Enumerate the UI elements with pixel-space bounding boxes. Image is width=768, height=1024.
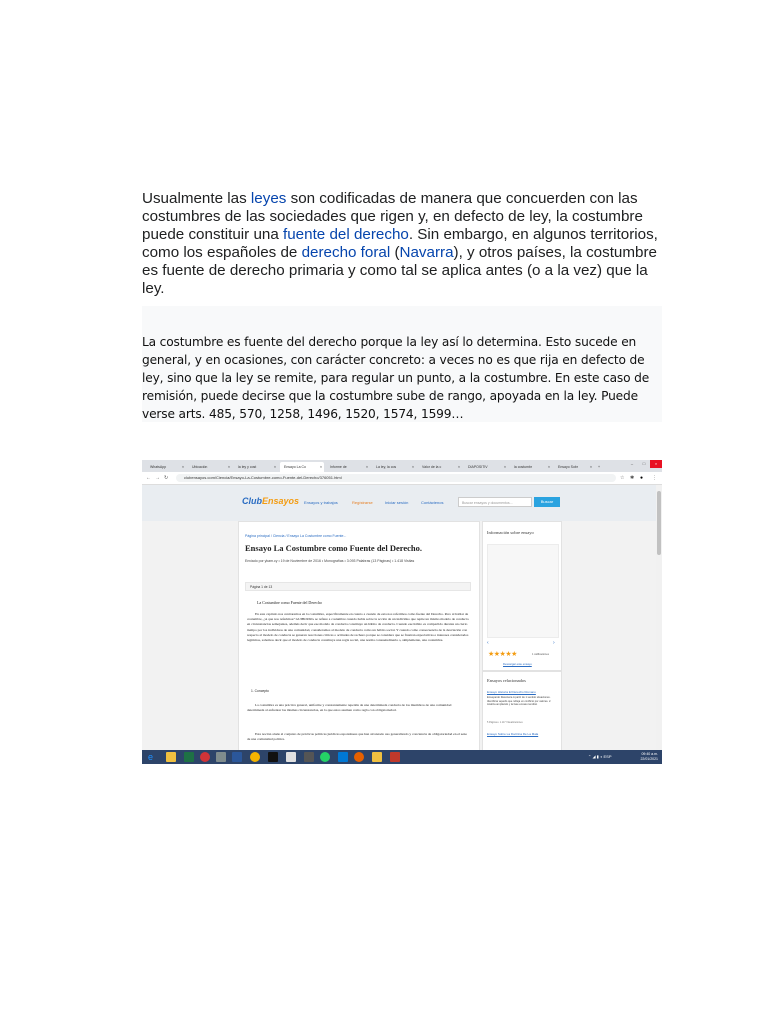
next-arrow-icon[interactable]: › bbox=[553, 640, 555, 646]
menu-contactenos[interactable]: Contáctenos bbox=[421, 500, 444, 505]
quote-text: La costumbre es fuente del derecho porque la ley así lo determina. Esto sucede en general, y en ocasiones, con carácter concreto: a veces no es que rija en defecto de ley, sino que la ley se remite, para regular un punto, a la costumbre. En este caso de remisión, puede decirse que la costumbre sube de rango, apoyada en la ley. Puede verse arts. 485, 570, 1258, 1496, 1520, 1574, 1599… bbox=[142, 335, 650, 421]
whatsapp-icon[interactable] bbox=[320, 752, 330, 762]
clock[interactable] bbox=[634, 752, 658, 762]
related-essays-box bbox=[482, 671, 562, 753]
edge-icon[interactable]: e bbox=[148, 752, 154, 762]
forward-arrow-icon[interactable]: → bbox=[155, 475, 160, 481]
browser-tab[interactable]: la ley y cost × bbox=[238, 465, 276, 469]
document-subtitle: La Costumbre como Fuente del Derecho bbox=[257, 600, 322, 605]
site-search-button[interactable]: Buscar bbox=[534, 497, 560, 507]
profile-icon[interactable]: ● bbox=[640, 475, 644, 481]
article-panel bbox=[238, 521, 480, 753]
preview-placeholder bbox=[487, 544, 559, 638]
chrome-icon[interactable] bbox=[250, 752, 260, 762]
related-title: Ensayos relacionados bbox=[487, 678, 526, 683]
related-link[interactable]: Ensayo Sobre La Doctrina De La Mala bbox=[487, 732, 539, 736]
windows-taskbar bbox=[142, 750, 662, 764]
scrollbar-thumb[interactable] bbox=[657, 491, 661, 555]
browser-tab[interactable]: DIAPOSITIV × bbox=[468, 465, 506, 469]
firefox-icon[interactable] bbox=[354, 752, 364, 762]
browser-tab-bar bbox=[142, 460, 662, 472]
quote-block bbox=[142, 306, 662, 422]
maximize-button[interactable]: □ bbox=[642, 461, 646, 466]
site-logo[interactable]: ClubEnsayos bbox=[242, 496, 300, 506]
menu-ensayos[interactable]: Ensayos y trabajos bbox=[304, 500, 338, 505]
text-run: son codificadas de manera que concuerden con las costumbres de las sociedades que rigen y, en defecto de ley, la costumbre puede constituir una bbox=[142, 190, 643, 243]
url-field[interactable]: clubensayos.com/Ciencia/Ensayo-La-Costumbre-como-Fuente-del-Derecho/376051.html bbox=[176, 474, 616, 482]
essay-info-box bbox=[482, 521, 562, 671]
media-icon[interactable] bbox=[268, 752, 278, 762]
star-icon[interactable]: ☆ bbox=[620, 475, 625, 481]
system-tray[interactable]: ⌃ ◢ ▮ ◖ ESP bbox=[588, 754, 612, 759]
document-heading: 1. Concepto bbox=[251, 689, 269, 693]
browser-tab-active[interactable]: Ensayo La Co × bbox=[280, 462, 324, 472]
file-explorer-icon[interactable] bbox=[166, 752, 176, 762]
clock-time: 09:40 a.m. bbox=[641, 752, 658, 756]
language-indicator[interactable]: ESP bbox=[603, 754, 612, 759]
rating-label: 1 calificaciones bbox=[532, 653, 549, 656]
article-meta: Enviado por ykam.cy • 19 de Noviembre de 2016 • Monografías • 3.093 Palabras (13 Páginas) • 1.418 Visitas bbox=[245, 559, 415, 563]
text-run: Usualmente las bbox=[142, 190, 251, 207]
text-run: ( bbox=[390, 244, 400, 261]
related-meta: 5 Páginas • 1.117 Visualizaciones bbox=[487, 721, 523, 724]
prev-arrow-icon[interactable]: ‹ bbox=[487, 640, 489, 646]
app-icon[interactable] bbox=[304, 752, 314, 762]
browser-tab[interactable]: WhatsApp × bbox=[150, 465, 184, 469]
document-paragraph: En este capítulo nos centraremos en la costumbre, específicamente en cuanto a cuando de esta nos referimos como fuente del Derecho. Pero al hablar de costumbre, ¿A que nos referimos? GUIBOURG se refiere a costumbre cuando habla sobre la acción de un individuo que repite un mismo modelo de conducta en circunstancias semejantes, además decir que ese modelo de conducta constituye un hábito de conducta. Cuando ese hábito es compartido durante un cierto tiempo por los individuos de una comunidad, consideramos al modelo de conducta como un hábito social. Y cuando como consecuencia de la desviación con respecto al modelo de conducta se generan reacciones críticas o actitudes de rechazo porque se considera que se frustran expectativas e intereses considerados legítimos, sabemos decir que el modelo de conducta constituye una regla social, una norma consuetudinaria o, simplemente, una costumbre. bbox=[247, 612, 469, 643]
scrollbar[interactable] bbox=[656, 485, 662, 750]
site-header bbox=[142, 485, 656, 521]
menu-registrarse[interactable]: Regístrarse bbox=[352, 500, 373, 505]
powerpoint-icon[interactable] bbox=[390, 752, 400, 762]
page-indicator: Página 1 de 13 bbox=[245, 582, 471, 591]
document-paragraph: La costumbre es una práctica general, uniforme y constantemente repetida de una determinada conducta de los miembros de una comunidad determinada al enfrentar las mismas circunstancias, en la que estos asumen como regla con obligatoriedad. bbox=[247, 703, 452, 713]
text-run: ), y otros países, la costumbre es fuente de derecho primaria y como tal se aplica antes (o a la vez) que la ley. bbox=[142, 244, 657, 297]
text-run: . Sin embargo, en algunos territorios, como los españoles de bbox=[142, 226, 658, 261]
rating-stars-icon: ★★★★★ bbox=[488, 651, 517, 658]
intro-paragraph bbox=[142, 190, 662, 298]
close-window-button[interactable]: × bbox=[650, 460, 662, 468]
browser-tab[interactable]: Ensayo Sobr × bbox=[558, 465, 592, 469]
browser-tab[interactable]: Ubicación × bbox=[192, 465, 230, 469]
menu-iniciar-sesion[interactable]: Iniciar sesión bbox=[385, 500, 409, 505]
site-search-input[interactable]: Buscar ensayos y documentos... bbox=[458, 497, 532, 507]
minimize-button[interactable]: – bbox=[630, 461, 634, 466]
link-navarra[interactable]: Navarra bbox=[399, 244, 454, 261]
sidebar bbox=[482, 521, 562, 751]
document-paragraph: Esta noción alude al conjunto de prácticas políticas jurídicas espontáneas que han alcanzado uso generalizado y conciencia de obligatoriedad en el seno de una comunidad política. bbox=[247, 732, 468, 742]
sidebar-title: Información sobre ensayo bbox=[487, 530, 534, 535]
browser-tab[interactable]: la costumbr × bbox=[514, 465, 550, 469]
address-bar-row bbox=[142, 472, 662, 485]
folder-icon[interactable] bbox=[372, 752, 382, 762]
extension-icon[interactable]: ✱ bbox=[630, 475, 635, 481]
embedded-browser-screenshot bbox=[142, 460, 662, 764]
download-link[interactable]: Descargar este ensayo bbox=[503, 662, 532, 666]
store-icon[interactable] bbox=[338, 752, 348, 762]
related-description: Ensayando Resolvera A partir de 1 sentido situaciones. Identificar aquello que refleja un conflicto por valores. 2. Analiza ampliando y la fase encaso tendrán bbox=[487, 696, 552, 707]
article-title: Ensayo La Costumbre como Fuente del Derecho. bbox=[245, 543, 422, 553]
app-icon[interactable] bbox=[216, 752, 226, 762]
menu-dots-icon[interactable]: ⋮ bbox=[652, 475, 657, 481]
link-derecho-foral[interactable]: derecho foral bbox=[301, 244, 391, 261]
link-fuente-del-derecho[interactable]: fuente del derecho bbox=[283, 226, 409, 243]
clock-date: 22/01/2021 bbox=[640, 757, 658, 761]
breadcrumb[interactable]: Página principal / Ciencia / Ensayo La Costumbre como Fuente... bbox=[245, 534, 347, 538]
new-tab-button[interactable]: + bbox=[598, 465, 601, 469]
reload-icon[interactable]: ↻ bbox=[164, 475, 169, 481]
browser-tab[interactable]: Informe de × bbox=[330, 465, 368, 469]
excel-icon[interactable] bbox=[184, 752, 194, 762]
link-leyes[interactable]: leyes bbox=[250, 190, 287, 207]
related-link[interactable]: Ensayo Historia El Derecho Romano bbox=[487, 690, 536, 694]
word-icon[interactable] bbox=[232, 752, 242, 762]
notepad-icon[interactable] bbox=[286, 752, 296, 762]
browser-tab[interactable]: Valor de la c × bbox=[422, 465, 460, 469]
browser-tab[interactable]: La ley, la cos × bbox=[376, 465, 414, 469]
opera-icon[interactable] bbox=[200, 752, 210, 762]
back-arrow-icon[interactable]: ← bbox=[146, 475, 151, 481]
